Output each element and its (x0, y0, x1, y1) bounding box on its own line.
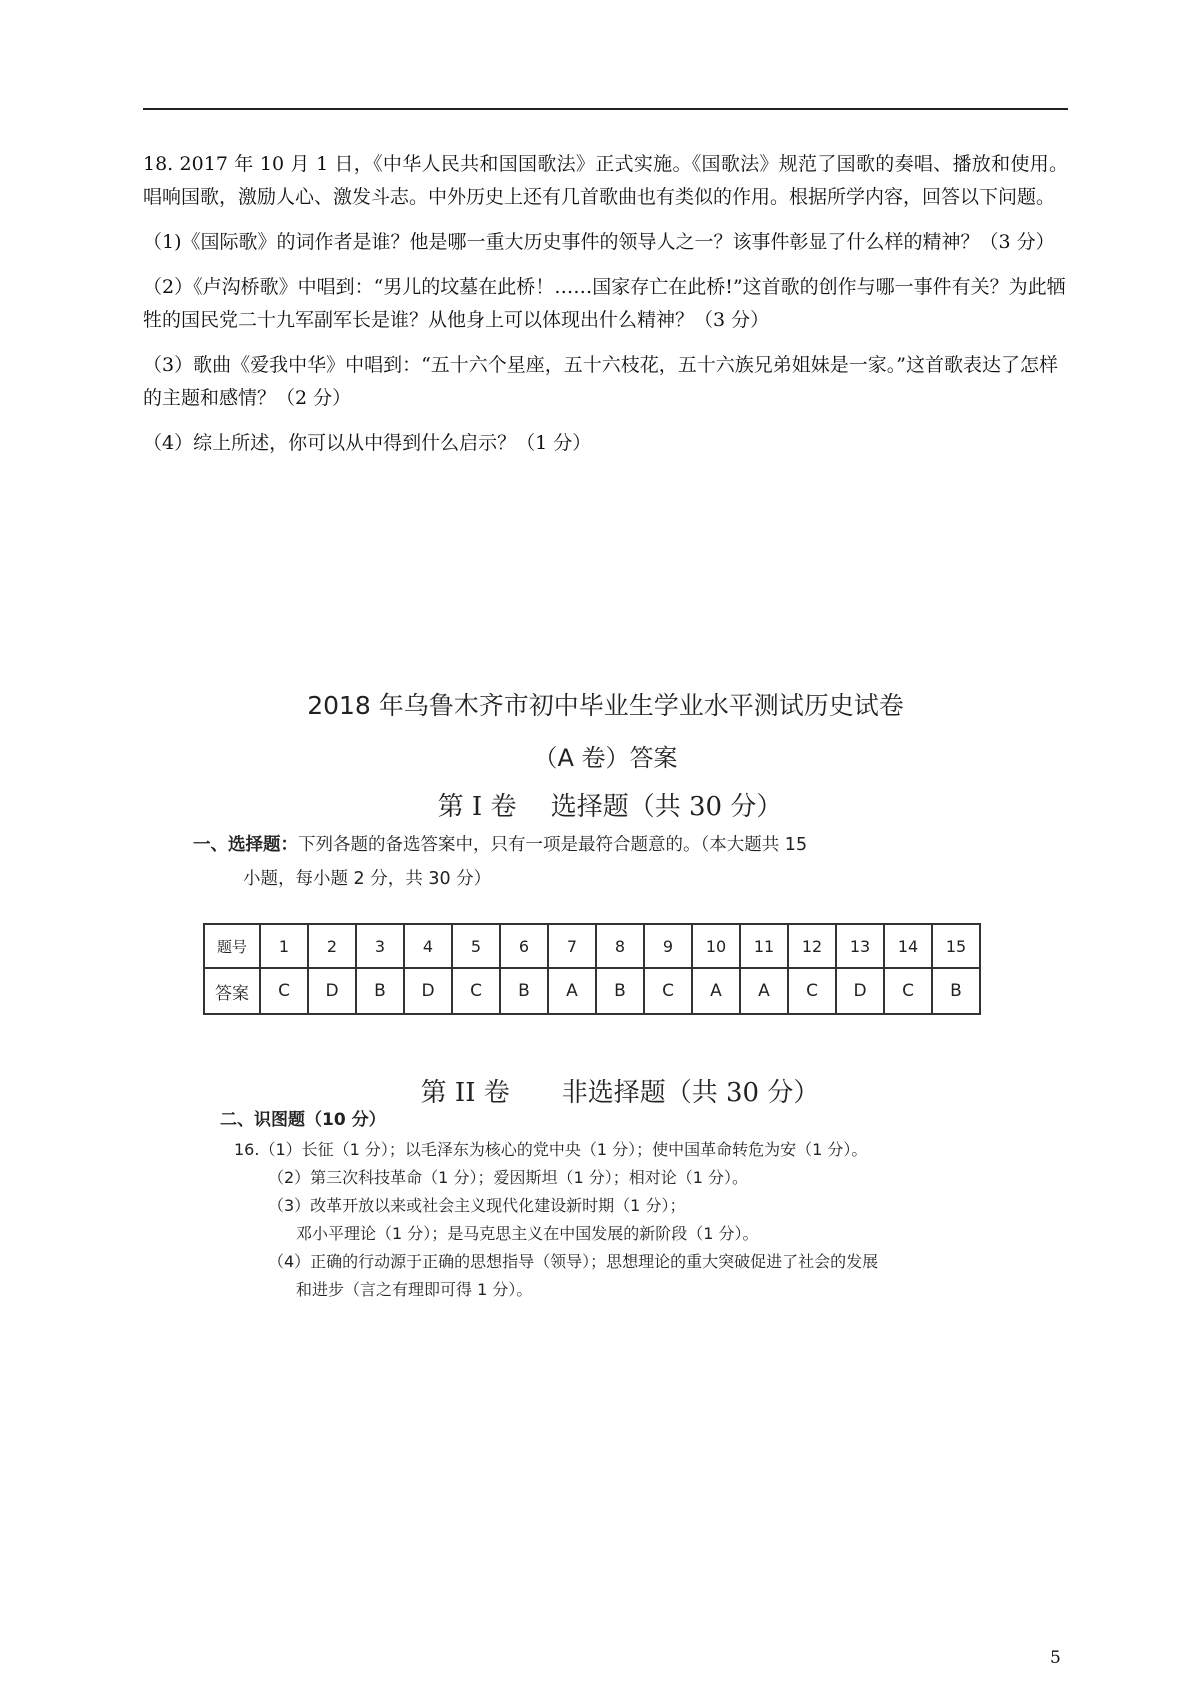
question-number-cell: 5 (452, 924, 500, 968)
q16-answer-line-1: 16.（1）长征（1 分）；以毛泽东为核心的党中央（1 分）；使中国革命转危为安（1 分）。 (234, 1140, 868, 1159)
question-number-cell: 9 (644, 924, 692, 968)
row-label-number: 题号 (204, 924, 260, 968)
answer-cell: D (404, 968, 452, 1014)
question-number-cell: 11 (740, 924, 788, 968)
answer-table-answer-row (204, 968, 980, 1014)
part-2-heading: 二、识图题（10 分） (220, 1110, 386, 1130)
page-number: 5 (1050, 1648, 1061, 1668)
answer-table-number-row (204, 924, 980, 968)
answer-cell: D (836, 968, 884, 1014)
q16-answer-line-3: （3）改革开放以来或社会主义现代化建设新时期（1 分）； (268, 1196, 686, 1215)
answer-cell: C (260, 968, 308, 1014)
section-1-intro: 下列各题的备选答案中，只有一项是最符合题意的。（本大题共 15 (298, 835, 808, 855)
row-label-answer: 答案 (204, 968, 260, 1014)
section-1-intro-continued: 小题，每小题 2 分，共 30 分） (243, 869, 492, 889)
question-number-cell: 12 (788, 924, 836, 968)
question-18-part-2: （2）《卢沟桥歌》中唱到：“男儿的坟墓在此桥！……国家存亡在此桥!”这首歌的创作与哪一事件有关？为此牺牲的国民党二十九军副军长是谁？从他身上可以体现出什么精神？（3 分） (143, 276, 1066, 331)
q16-answer-line-6: 和进步（言之有理即可得 1 分）。 (296, 1280, 533, 1299)
question-18-part-3: （3）歌曲《爱我中华》中唱到：“五十六个星座，五十六枝花，五十六族兄弟姐妹是一家。”这首歌表达了怎样的主题和感情？（2 分） (143, 354, 1059, 409)
answer-cell: A (548, 968, 596, 1014)
answer-cell: B (356, 968, 404, 1014)
question-number-cell: 4 (404, 924, 452, 968)
question-18-part-1: （1)《国际歌》的词作者是谁？他是哪一重大历史事件的领导人之一？该事件彰显了什么样的精神？（3 分） (143, 231, 1055, 253)
answer-cell: C (788, 968, 836, 1014)
question-18-part-4: （4）综上所述，你可以从中得到什么启示？（1 分） (143, 432, 592, 454)
answer-cell: C (644, 968, 692, 1014)
question-18 (143, 148, 1068, 460)
answer-cell: D (308, 968, 356, 1014)
answer-cell: B (596, 968, 644, 1014)
answer-cell: B (932, 968, 980, 1014)
answer-cell: C (884, 968, 932, 1014)
question-number-cell: 13 (836, 924, 884, 968)
answer-cell: A (740, 968, 788, 1014)
section-1-instructions (193, 828, 953, 896)
q16-answer-line-5: （4）正确的行动源于正确的思想指导（领导）；思想理论的重大突破促进了社会的发展 (268, 1252, 879, 1271)
question-number-cell: 3 (356, 924, 404, 968)
question-number-cell: 10 (692, 924, 740, 968)
question-number-cell: 2 (308, 924, 356, 968)
header-rule (143, 108, 1068, 110)
section-1-title: 第 I 卷 选择题（共 30 分） (437, 792, 783, 822)
question-number-cell: 14 (884, 924, 932, 968)
answer-cell: B (500, 968, 548, 1014)
question-number-cell: 7 (548, 924, 596, 968)
section-1-label: 一、选择题： (193, 835, 298, 855)
answer-cell: A (692, 968, 740, 1014)
question-18-stem: 18. 2017 年 10 月 1 日，《中华人民共和国国歌法》正式实施。《国歌法》规范了国歌的奏唱、播放和使用。唱响国歌，激励人心、激发斗志。中外历史上还有几首歌曲也有类似的作用。根据所学内容，回答以下问题。 (143, 153, 1068, 208)
part-2-answers (220, 1106, 1000, 1304)
question-number-cell: 15 (932, 924, 980, 968)
answer-table (203, 923, 981, 1015)
q16-answer-line-2: （2）第三次科技革命（1 分）；爱因斯坦（1 分）；相对论（1 分）。 (268, 1168, 748, 1187)
section-2-title: 第 II 卷 非选择题（共 30 分） (420, 1078, 820, 1108)
answer-key-title: 2018 年乌鲁木齐市初中毕业生学业水平测试历史试卷 (307, 691, 904, 720)
answer-cell: C (452, 968, 500, 1014)
q16-answer-line-4: 邓小平理论（1 分）；是马克思主义在中国发展的新阶段（1 分）。 (296, 1224, 759, 1243)
answer-key-subtitle: （A 卷）答案 (533, 744, 678, 772)
question-number-cell: 8 (596, 924, 644, 968)
question-number-cell: 6 (500, 924, 548, 968)
question-number-cell: 1 (260, 924, 308, 968)
